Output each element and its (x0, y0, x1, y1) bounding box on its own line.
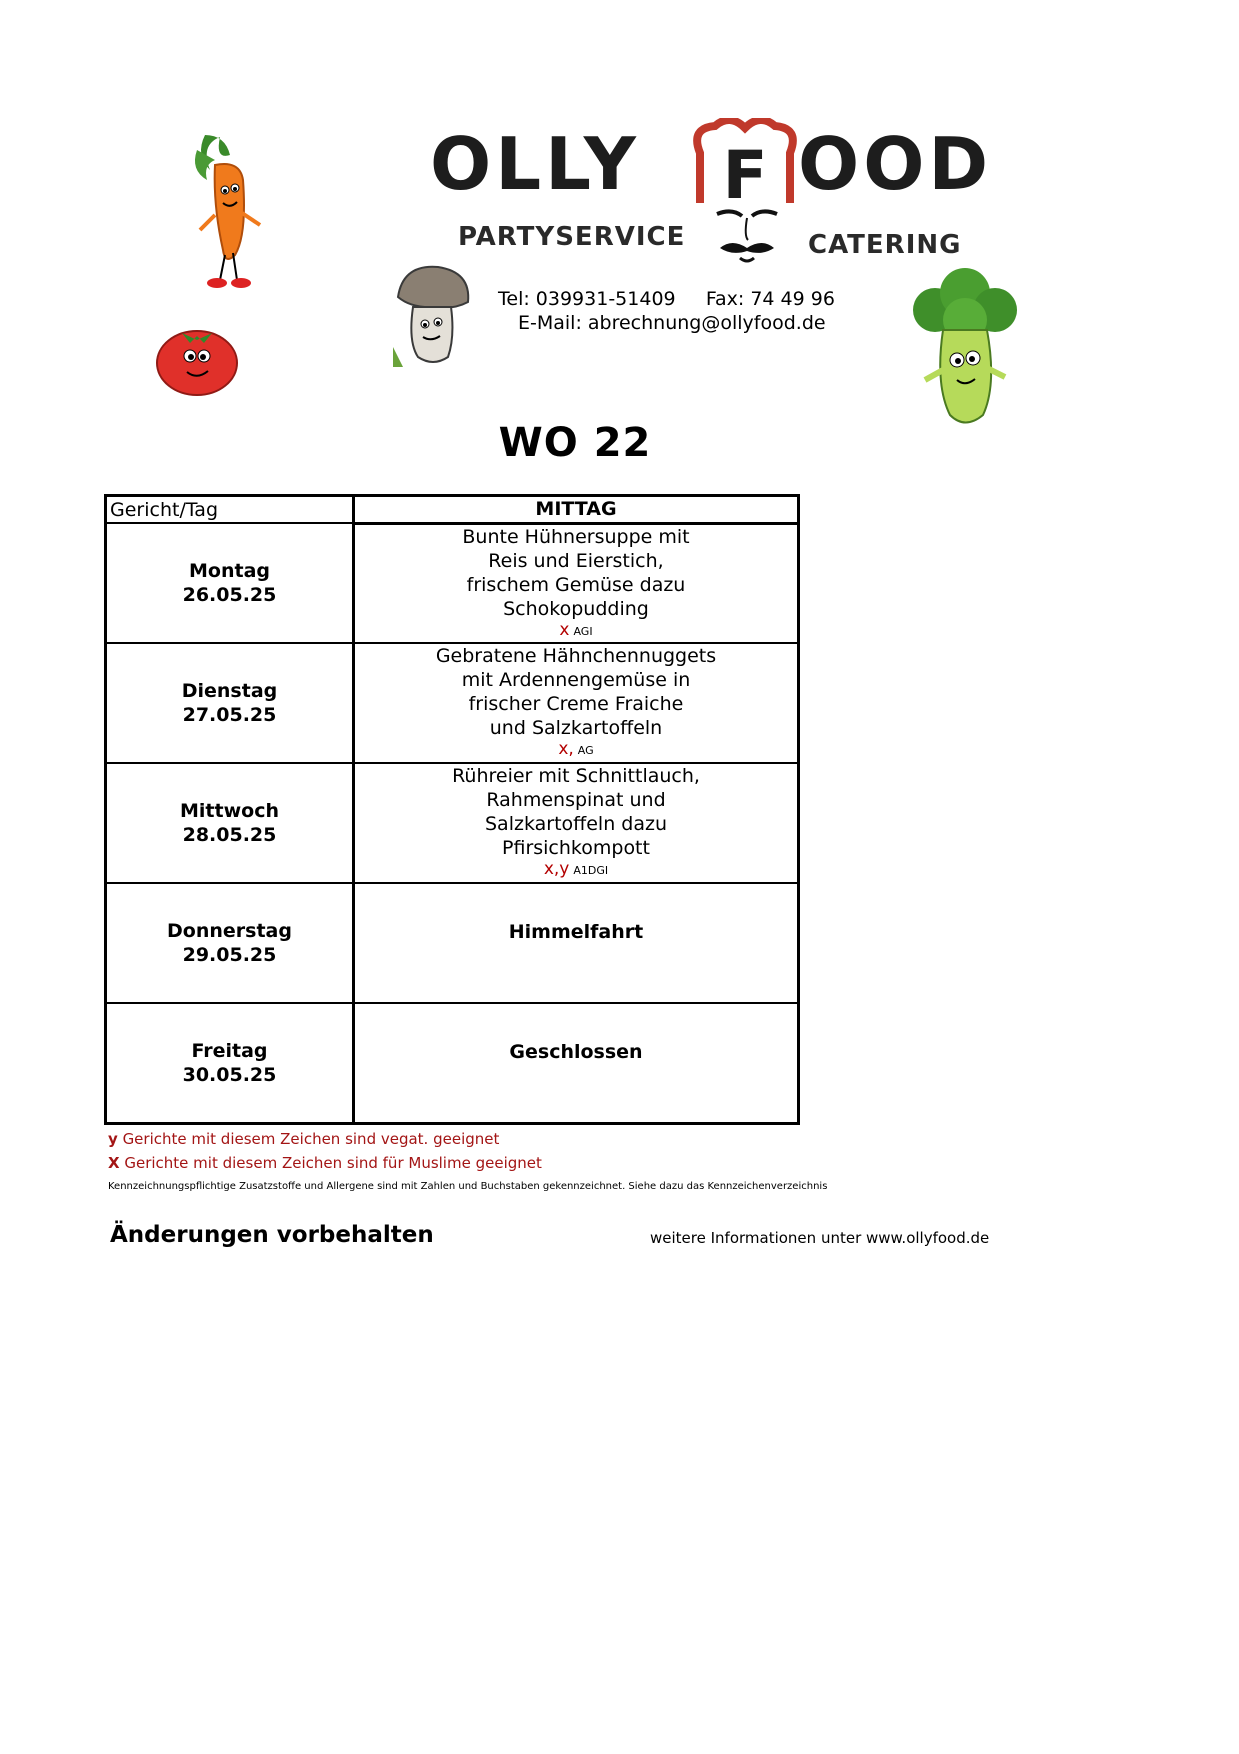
meal-line: Rahmenspinat und (486, 789, 666, 811)
meal-line: Pfirsichkompott (502, 837, 650, 859)
legend-vegetarian (108, 1130, 499, 1148)
page-title: WO 22 (498, 420, 652, 466)
meal-line: Bunte Hühnersuppe mit (462, 525, 690, 548)
day-date: 26.05.25 (182, 584, 277, 606)
logo-olly: OLLY (430, 122, 640, 206)
allergens: AG (577, 744, 594, 757)
day-date: 29.05.25 (182, 944, 277, 966)
special-note: Himmelfahrt (508, 921, 644, 943)
meal-line: Reis und Eierstich, (488, 549, 664, 572)
meal-line: mit Ardennengemüse in (461, 669, 691, 691)
meal-marks: x, (558, 739, 574, 759)
fax: Fax: 74 49 96 (705, 288, 835, 310)
tel: Tel: 039931-51409 (498, 288, 676, 310)
meal-cell (354, 643, 799, 763)
contact-phone-fax (498, 288, 835, 310)
meal-line: und Salzkartoffeln (489, 717, 663, 739)
meal-cell (354, 763, 799, 883)
logo-ood: OOD (798, 122, 993, 206)
meal-line: Rühreier mit Schnittlauch, (452, 765, 700, 787)
special-note: Geschlossen (509, 1041, 643, 1063)
meal-line: Salzkartoffeln dazu (484, 813, 667, 835)
day-cell (106, 883, 354, 1003)
logo-catering: CATERING (808, 230, 962, 260)
tomato-icon (152, 318, 242, 398)
legend-x-symbol: X (108, 1154, 120, 1172)
meal-line: Schokopudding (503, 597, 649, 620)
meal-marks: x (559, 619, 570, 640)
allergen-notice: Kennzeichnungspflichtige Zusatzstoffe und Allergene sind mit Zahlen und Buchstaben gekennzeichnet. Siehe dazu das Kennzeichenverzeichnis (108, 1181, 828, 1192)
legend-x-text: Gerichte mit diesem Zeichen sind für Muslime geeignet (124, 1154, 542, 1172)
logo-f: F (722, 137, 768, 208)
meal-marks: x,y (543, 859, 570, 879)
day-date: 28.05.25 (182, 824, 277, 846)
legend-y-text: Gerichte mit diesem Zeichen sind vegat. geeignet (122, 1130, 500, 1148)
day-date: 27.05.25 (182, 704, 277, 726)
allergens: AGI (573, 624, 593, 638)
meal-line: frischer Creme Fraiche (468, 693, 684, 715)
day-name: Montag (189, 560, 270, 582)
meal-cell (354, 883, 799, 1003)
more-info: weitere Informationen unter www.ollyfood.de (650, 1229, 990, 1247)
table-row (106, 1003, 799, 1123)
day-cell (106, 1003, 354, 1123)
day-cell (106, 523, 354, 643)
legend-muslim (108, 1154, 542, 1172)
header-day: Gericht/Tag (106, 496, 354, 524)
day-name: Dienstag (181, 680, 278, 702)
day-date: 30.05.25 (182, 1063, 277, 1086)
table-row (106, 523, 799, 643)
meal-cell (354, 523, 799, 643)
logo-partyservice: PARTYSERVICE (458, 222, 686, 252)
day-name: Donnerstag (167, 920, 292, 942)
meal-line: Gebratene Hähnchennuggets (435, 645, 717, 667)
contact-email: E-Mail: abrechnung@ollyfood.de (518, 312, 826, 334)
meal-cell (354, 1003, 799, 1123)
header-meal: MITTAG (354, 496, 799, 524)
chef-face-icon (712, 208, 782, 264)
carrot-icon (185, 125, 285, 295)
broccoli-icon (905, 265, 1025, 430)
menu-table (104, 494, 800, 1125)
allergens: A1DGI (573, 864, 609, 877)
changes-reserved: Änderungen vorbehalten (110, 1222, 434, 1248)
meal-line: frischem Gemüse dazu (466, 573, 686, 596)
legend-y-symbol: y (108, 1130, 118, 1148)
day-cell (106, 643, 354, 763)
day-name: Freitag (191, 1039, 268, 1062)
table-row (106, 883, 799, 1003)
day-cell (106, 763, 354, 883)
table-row (106, 643, 799, 763)
chef-hat-icon (690, 118, 800, 208)
table-header-row (106, 496, 799, 524)
day-name: Mittwoch (180, 800, 279, 822)
table-row (106, 763, 799, 883)
mushroom-icon (393, 262, 473, 367)
